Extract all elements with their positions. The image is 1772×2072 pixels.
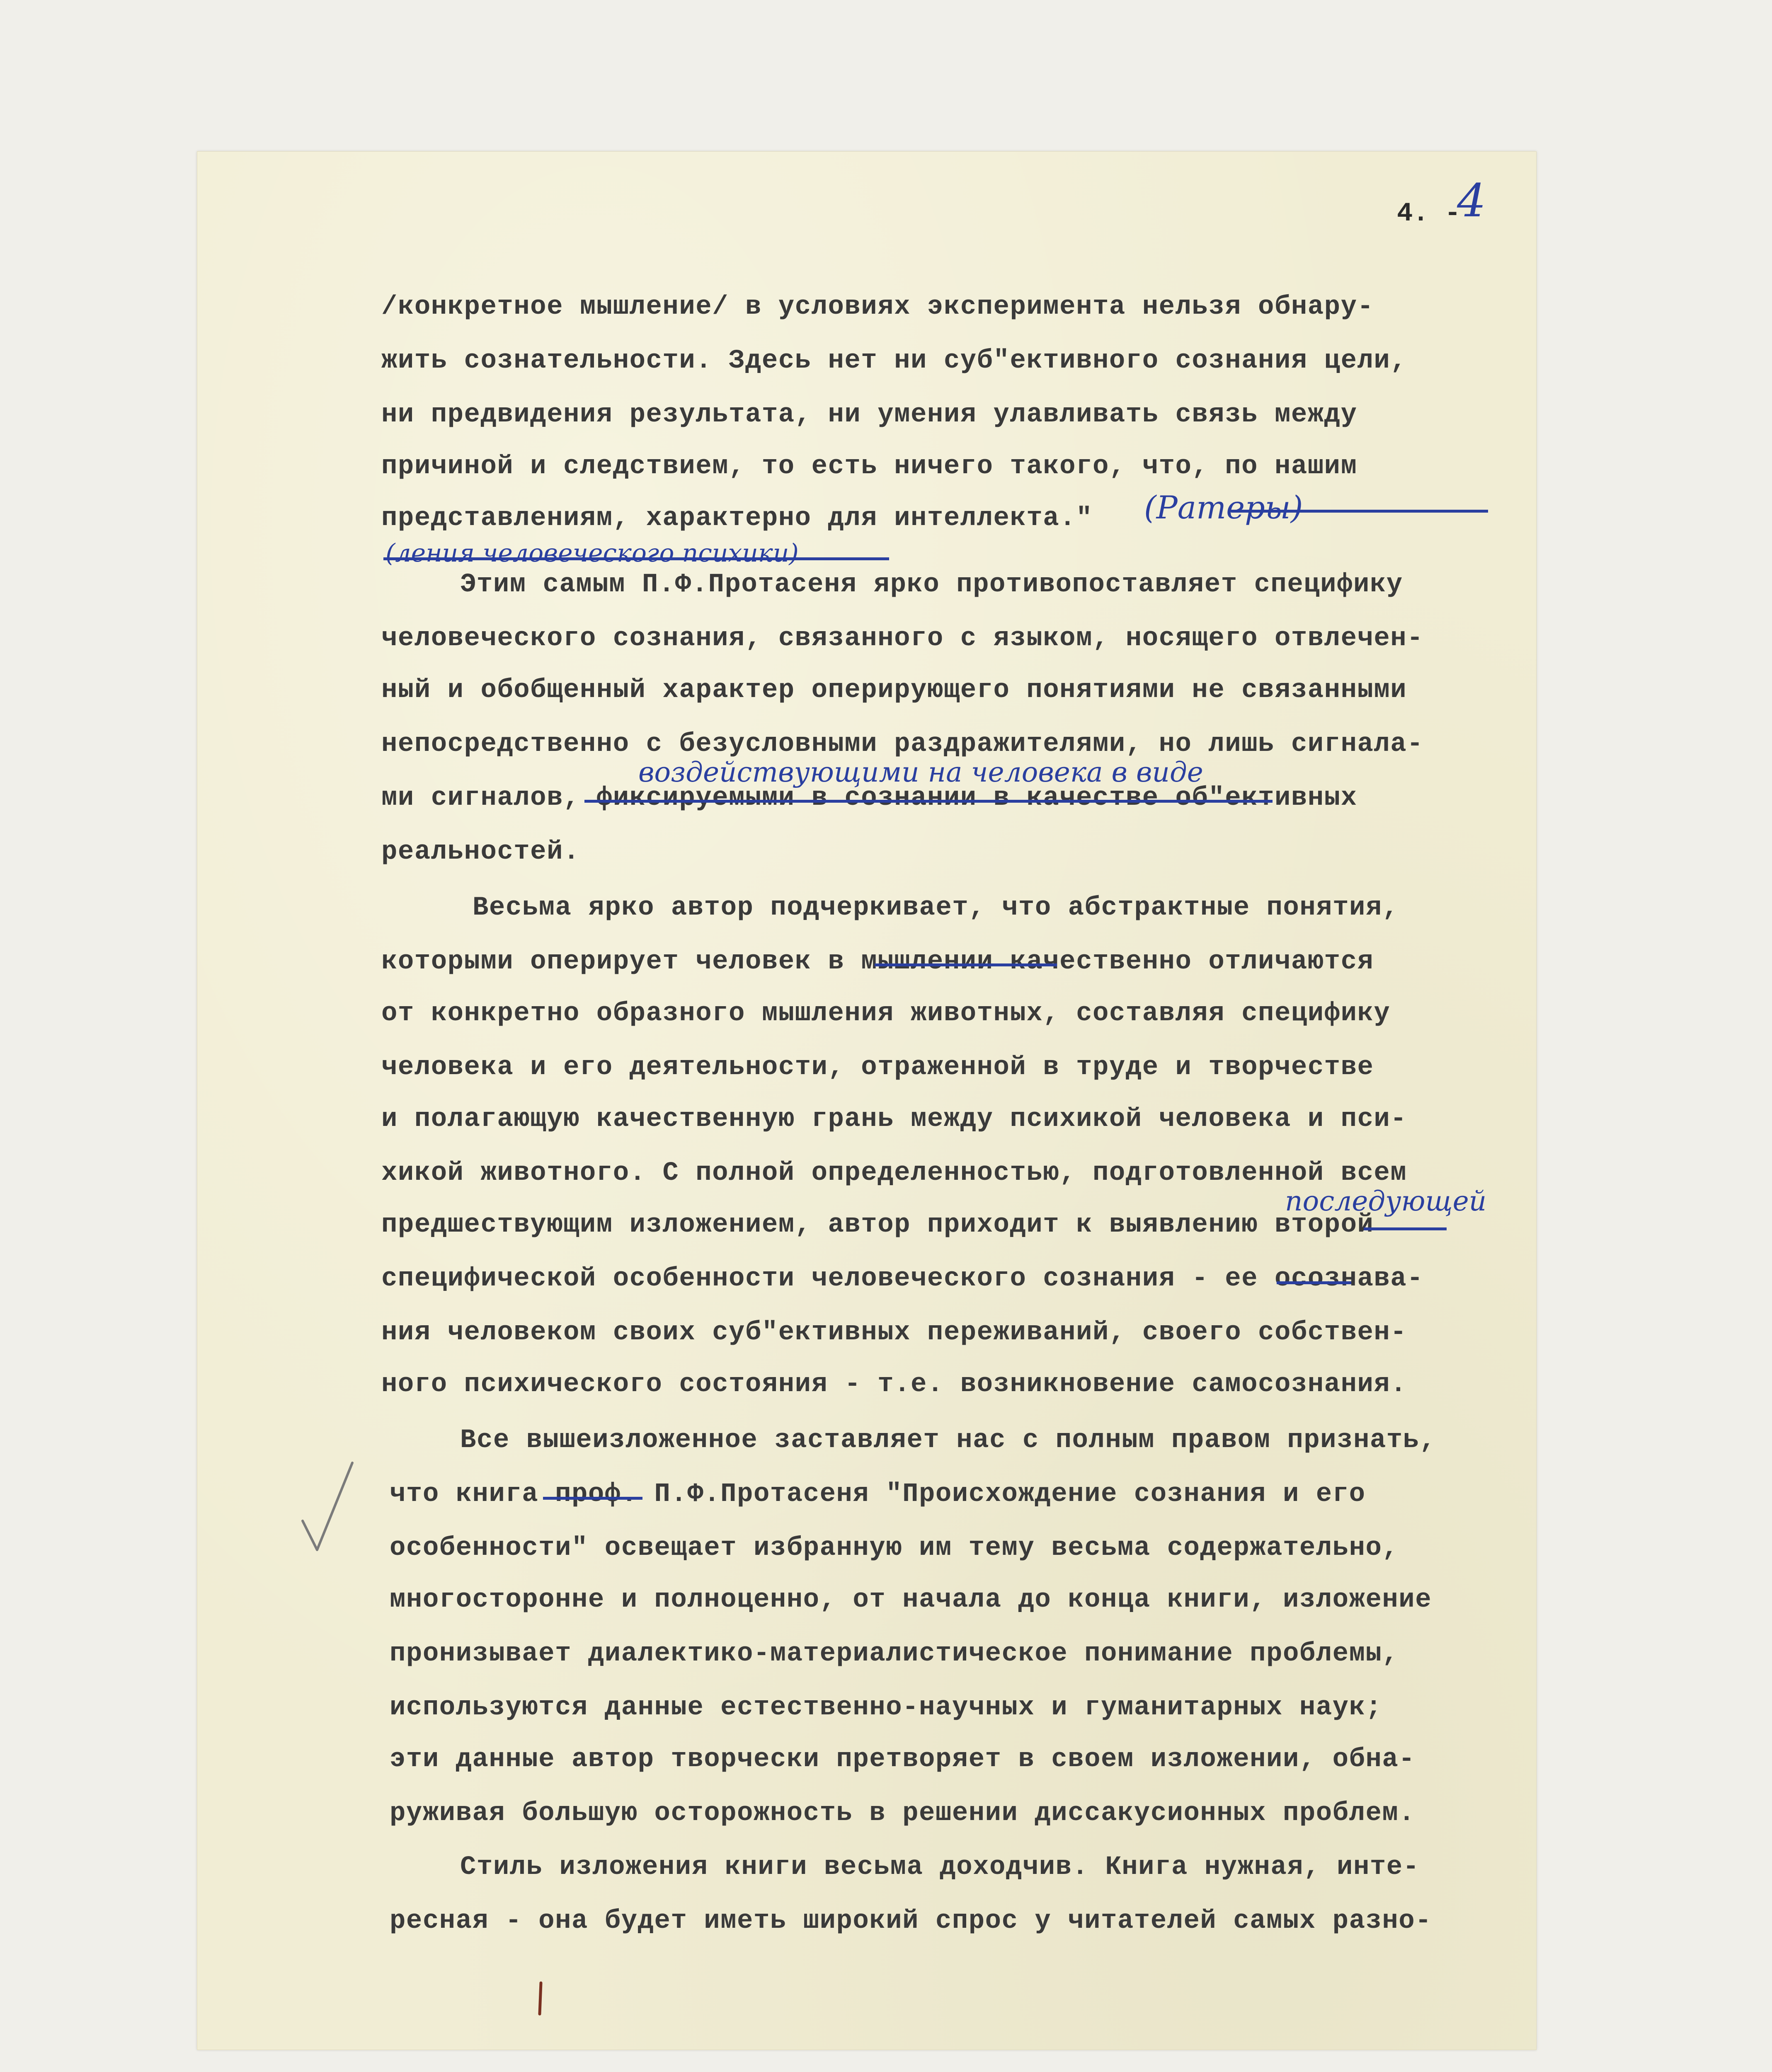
pen-mark-icon xyxy=(535,1981,547,2018)
handwritten-note-line5: (Ратеры) xyxy=(1144,489,1303,526)
handwritten-insert-line18: последующей xyxy=(1285,1185,1487,1217)
text-line-5: представлениям, характерно для интеллекта." xyxy=(381,503,1093,533)
text-line-22: Все вышеизложенное заставляет нас с полным правом признать, xyxy=(460,1426,1436,1455)
text-line-24: особенности" освещает избранную им тему весьма содержательно, xyxy=(390,1533,1399,1563)
strikethrough xyxy=(1277,1281,1351,1284)
text-line-31: ресная - она будет иметь широкий спрос у читателей самых разно- xyxy=(390,1906,1432,1936)
text-line-27: используются данные естественно-научных и гуманитарных наук; xyxy=(390,1693,1382,1723)
checkmark-icon xyxy=(298,1459,356,1554)
text-line-23: что книга проф. П.Ф.Протасеня "Происхождение сознания и его xyxy=(390,1479,1366,1509)
text-line-29: руживая большую осторожность в решении диссакусионных проблем. xyxy=(390,1798,1416,1828)
text-line-9: непосредственно с безусловными раздражителями, но лишь сигнала- xyxy=(381,729,1424,759)
handwritten-insert-line9: воздействующими на человека в виде xyxy=(638,756,1203,788)
text-line-26: пронизывает диалектико-материалистическое понимание проблемы, xyxy=(390,1639,1399,1669)
text-line-15: человека и его деятельности, отраженной в труде и творчестве xyxy=(381,1053,1374,1082)
text-line-8: ный и обобщенный характер оперирующего понятиями не связанными xyxy=(381,675,1407,705)
text-line-12: Весьма ярко автор подчеркивает, что абстрактные понятия, xyxy=(473,893,1399,923)
strikethrough xyxy=(875,963,1057,966)
text-line-1: /конкретное мышление/ в условиях эксперимента нельзя обнару- xyxy=(381,292,1374,322)
strikethrough xyxy=(1364,1227,1447,1230)
strikethrough xyxy=(584,800,1273,803)
text-line-25: многосторонне и полноценно, от начала до конца книги, изложение xyxy=(390,1585,1432,1615)
text-line-6: Этим самым П.Ф.Протасеня ярко противопоставляет специфику xyxy=(460,570,1403,600)
text-line-4: причиной и следствием, то есть ничего такого, что, по нашим xyxy=(381,452,1357,482)
text-line-28: эти данные автор творчески претворяет в своем изложении, обна- xyxy=(390,1745,1416,1774)
strikethrough xyxy=(383,557,889,560)
handwritten-page-number: 4 xyxy=(1457,174,1486,227)
page-number: 4. - xyxy=(1397,199,1461,229)
text-line-10: ми сигналов, фиксируемыми в сознании в качестве об"ективных xyxy=(381,783,1357,813)
text-line-30: Стиль изложения книги весьма доходчив. Книга нужная, инте- xyxy=(460,1852,1420,1882)
text-line-20: ния человеком своих суб"ективных переживаний, своего собствен- xyxy=(381,1318,1407,1348)
strikethrough xyxy=(543,1497,642,1500)
text-line-11: реальностей. xyxy=(381,837,580,867)
text-line-2: жить сознательности. Здесь нет ни суб"ективного сознания цели, xyxy=(381,346,1407,376)
text-line-21: ного психического состояния - т.е. возникновение самосознания. xyxy=(381,1370,1407,1399)
strikethrough xyxy=(1231,510,1488,513)
text-line-19: специфической особенности человеческого сознания - ее осознава- xyxy=(381,1264,1424,1294)
text-line-3: ни предвидения результата, ни умения улавливать связь между xyxy=(381,400,1357,430)
text-line-18: предшествующим изложением, автор приходит к выявлению второй xyxy=(381,1210,1374,1240)
text-line-16: и полагающую качественную грань между психикой человека и пси- xyxy=(381,1104,1407,1134)
text-line-17: хикой животного. С полной определенностью, подготовленной всем xyxy=(381,1158,1407,1188)
text-line-7: человеческого сознания, связанного с языком, носящего отвлечен- xyxy=(381,624,1424,654)
text-line-14: от конкретно образного мышления животных, составляя специфику xyxy=(381,999,1391,1029)
handwritten-note-under-line5: (ления человеческого психики) xyxy=(385,539,799,568)
text-line-13: которыми оперирует человек в мышлении качественно отличаются xyxy=(381,947,1374,977)
